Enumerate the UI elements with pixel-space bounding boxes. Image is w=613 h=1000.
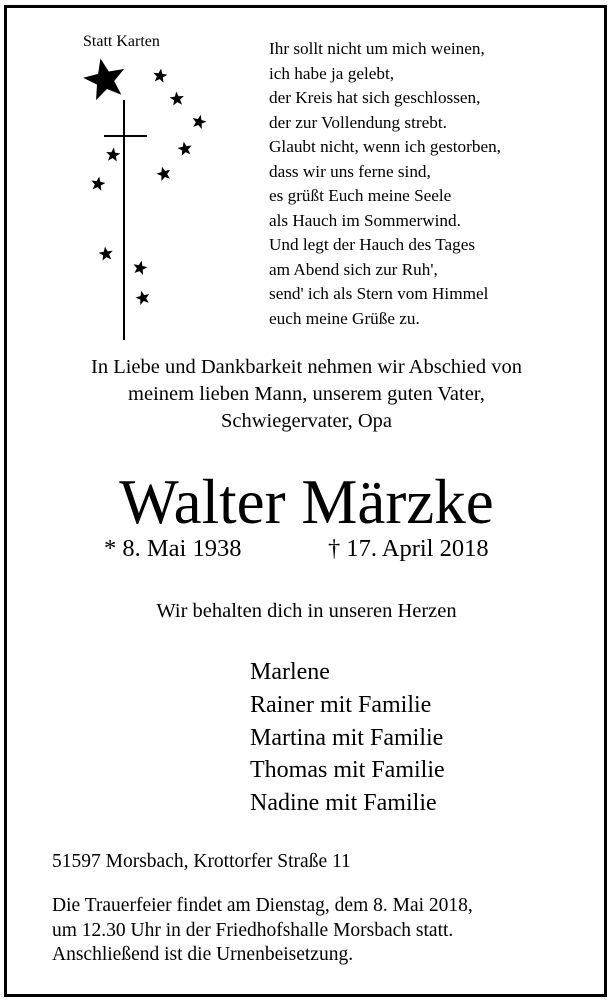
poem-line: Und legt der Hauch des Tages (269, 235, 476, 254)
star-icon (83, 58, 124, 100)
star-icon (153, 69, 167, 83)
poem-line: ich habe ja gelebt, (269, 63, 395, 83)
mourner-item: Marlene (250, 659, 330, 685)
mourner-item: Martina mit Familie (250, 724, 444, 751)
deceased-name: Walter Märzke (119, 467, 494, 537)
poem-line: euch meine Grüße zu. (269, 308, 420, 328)
stars-group (83, 58, 206, 304)
poem-line: dass wir uns ferne sind, (269, 161, 431, 181)
poem-line: der zur Vollendung strebt. (269, 112, 447, 132)
star-icon (106, 148, 120, 162)
poem-line: send' ich als Stern vom Himmel (269, 284, 489, 303)
star-icon (91, 177, 105, 191)
star-icon (170, 92, 184, 106)
star-icon (178, 142, 192, 156)
star-icon (193, 115, 207, 129)
mourners-list (250, 656, 445, 820)
poem-line: der Kreis hat sich geschlossen, (269, 88, 481, 107)
poem-line: am Abend sich zur Ruh', (269, 259, 438, 279)
poem-line: es grüßt Euch meine Seele (269, 186, 452, 205)
funeral-line: um 12.30 Uhr in der Friedhofshalle Morsbach statt. (52, 919, 454, 941)
mourner-item: Thomas mit Familie (250, 757, 445, 784)
star-icon (99, 247, 113, 261)
statt-karten-label: Statt Karten (83, 33, 160, 50)
poem (269, 37, 501, 331)
tagline: Wir behalten dich in unseren Herzen (156, 600, 457, 622)
star-icon (136, 291, 150, 305)
poem-line: Ihr sollt nicht um mich weinen, (269, 39, 485, 58)
mourner-item: Nadine mit Familie (250, 790, 437, 817)
cross-with-stars-icon (76, 58, 216, 343)
intro-text (0, 354, 613, 435)
intro-line: In Liebe und Dankbarkeit nehmen wir Abschied von (91, 356, 522, 378)
death-date: † 17. April 2018 (328, 535, 489, 562)
intro-line: meinem lieben Mann, unserem guten Vater, (128, 383, 485, 405)
birth-date: * 8. Mai 1938 (104, 535, 242, 562)
funeral-notice (52, 894, 473, 968)
poem-line: als Hauch im Sommerwind. (269, 210, 461, 230)
mourner-item: Rainer mit Familie (250, 691, 432, 718)
funeral-line: Anschließend ist die Urnenbeisetzung. (52, 944, 354, 965)
poem-line: Glaubt nicht, wenn ich gestorben, (269, 137, 501, 156)
address: 51597 Morsbach, Krottorfer Straße 11 (52, 851, 351, 872)
star-icon (134, 261, 148, 275)
funeral-line: Die Trauerfeier findet am Dienstag, dem 8. Mai 2018, (52, 895, 473, 916)
intro-line: Schwiegervater, Opa (220, 410, 393, 432)
star-icon (157, 167, 171, 181)
